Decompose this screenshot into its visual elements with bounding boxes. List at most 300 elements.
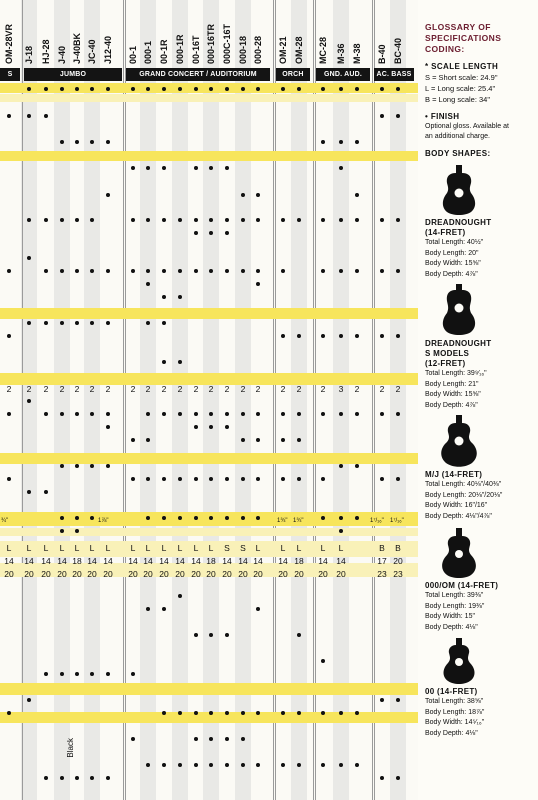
scale-row-cell: L [338, 543, 344, 553]
column-stripe [172, 0, 188, 800]
column-divider [275, 0, 276, 800]
neck-width-cell: ¾" [1, 518, 9, 524]
body-shapes-heading: BODY SHAPES: [425, 149, 491, 158]
spec-dot [162, 321, 166, 325]
spec-dot [209, 763, 213, 767]
scale-row-cell: L [193, 543, 199, 553]
spec-dot [355, 464, 359, 468]
spec-dot [146, 412, 150, 416]
body-row-cell: 20 [41, 569, 51, 579]
column-header: 000-28 [253, 35, 263, 64]
spec-dot [297, 711, 301, 715]
spec-dot [194, 166, 198, 170]
spec-dot [106, 87, 110, 91]
spec-dot [90, 516, 94, 520]
spec-dot [396, 776, 400, 780]
group-header-ac-bass: AC. BASS [374, 68, 414, 81]
spec-dot [60, 218, 64, 222]
row-band [0, 151, 418, 161]
spec-dot [75, 412, 79, 416]
mj-silhouette-icon [437, 415, 481, 467]
column-divider [125, 0, 126, 800]
spec-dot [281, 87, 285, 91]
00-silhouette-icon [439, 638, 479, 684]
column-header: OM-28 [294, 36, 304, 64]
spec-dot [27, 256, 31, 260]
body-row-cell: 20 [128, 569, 138, 579]
spec-dot [194, 477, 198, 481]
body-row-cell: 20 [4, 569, 14, 579]
spec-dot [44, 490, 48, 494]
scale-row-cell: L [105, 543, 111, 553]
column-stripe [291, 0, 307, 800]
body-row-cell: 20 [278, 569, 288, 579]
frets-row-cell: 14 [191, 556, 201, 566]
spec-dot [194, 218, 198, 222]
column-header: OM-28VR [4, 23, 14, 64]
spec-dot [380, 87, 384, 91]
spec-dot [339, 529, 343, 533]
frets-row-cell: 14 [24, 556, 34, 566]
neck-width-cell: 1⁷/₁₆" [390, 518, 404, 524]
spec-dot [90, 140, 94, 144]
spec-dot [27, 218, 31, 222]
spec-dot [339, 763, 343, 767]
scale-row-cell: L [59, 543, 65, 553]
spec-dot [131, 269, 135, 273]
frets-row-cell: 14 [159, 556, 169, 566]
spec-dot [7, 477, 11, 481]
column-header: J-40BK [72, 32, 82, 64]
column-header: 000-1 [143, 40, 153, 64]
spec-dot [90, 776, 94, 780]
spec-dot [321, 516, 325, 520]
spec-dot [241, 193, 245, 197]
column-header: MC-28 [318, 36, 328, 64]
scale-row-cell: L [6, 543, 12, 553]
spec-dot [209, 737, 213, 741]
neck-width-cell: 1⁷/₁₆" [370, 518, 384, 524]
spec-dot [339, 412, 343, 416]
body-row-cell: 20 [143, 569, 153, 579]
spec-dot [162, 360, 166, 364]
spec-dot [380, 334, 384, 338]
spec-dot [380, 698, 384, 702]
spec-dot [60, 776, 64, 780]
body-row-cell: 20 [318, 569, 328, 579]
column-stripe [84, 0, 100, 800]
spec-dot [44, 114, 48, 118]
group-header-grand-concert: GRAND CONCERT / AUDITORIUM [126, 68, 270, 81]
spec-dot [178, 269, 182, 273]
strings-row-cell: 2 [59, 384, 65, 394]
spec-dot [297, 412, 301, 416]
spec-dot [162, 763, 166, 767]
spec-dot [209, 166, 213, 170]
spec-dot [7, 334, 11, 338]
spec-dot [209, 477, 213, 481]
spec-dot [297, 334, 301, 338]
spec-dot [7, 269, 11, 273]
spec-dot [106, 672, 110, 676]
spec-dot [7, 711, 11, 715]
spec-dot [225, 425, 229, 429]
spec-dot [90, 412, 94, 416]
spec-dot [44, 672, 48, 676]
body-row-cell: 20 [24, 569, 34, 579]
column-header: 000C-16T [222, 23, 232, 64]
spec-dot [178, 763, 182, 767]
spec-dot [75, 269, 79, 273]
spec-dot [146, 269, 150, 273]
spec-dot [225, 633, 229, 637]
spec-dot [281, 438, 285, 442]
group-header-jumbo: JUMBO [24, 68, 122, 81]
spec-dot [355, 763, 359, 767]
strings-row-cell: 2 [26, 384, 32, 394]
spec-dot [209, 516, 213, 520]
spec-dot [396, 87, 400, 91]
spec-dot [256, 282, 260, 286]
column-divider [273, 0, 274, 800]
spec-dot [162, 477, 166, 481]
strings-row-cell: 2 [177, 384, 183, 394]
shape-000-om: 000/OM (14-FRET) Total Length: 39⅜" Body Length: 19⅜" Body Width: 15" Body Depth: 4⅛" [425, 528, 535, 633]
strings-row-cell: 3 [338, 384, 344, 394]
spec-dot [396, 698, 400, 702]
spec-dot [321, 87, 325, 91]
spec-dot [380, 776, 384, 780]
spec-dot [355, 334, 359, 338]
frets-row-cell: 14 [238, 556, 248, 566]
spec-dot [396, 114, 400, 118]
spec-dot [209, 425, 213, 429]
spec-dot [194, 231, 198, 235]
spec-dot [241, 516, 245, 520]
spec-dot [131, 737, 135, 741]
spec-dot [194, 763, 198, 767]
spec-dot [60, 140, 64, 144]
spec-dot [339, 334, 343, 338]
spec-dot [131, 438, 135, 442]
spec-dot [209, 633, 213, 637]
spec-dot [27, 87, 31, 91]
shape-dreadnought-s: DREADNOUGHT S MODELS (12-FRET) Total Length: 39⁹⁄₁₆" Body Length: 21" Body Width: 15⅝" Body Depth: 4⅞" [425, 284, 535, 411]
spec-dot [146, 87, 150, 91]
scale-row-cell: L [89, 543, 95, 553]
spec-dot [380, 412, 384, 416]
spec-dot [225, 231, 229, 235]
column-divider [123, 0, 124, 800]
column-stripe [54, 0, 70, 800]
body-row-cell: 23 [377, 569, 387, 579]
group-header-gnd-aud: GND. AUD. [316, 68, 370, 81]
spec-dot [321, 711, 325, 715]
spec-dot [131, 166, 135, 170]
body-row-cell: 20 [336, 569, 346, 579]
scale-row-cell: L [130, 543, 136, 553]
spec-dot [321, 412, 325, 416]
spec-dot [27, 490, 31, 494]
frets-row-cell: 14 [336, 556, 346, 566]
spec-dot [27, 114, 31, 118]
spec-dot [241, 438, 245, 442]
spec-dot [194, 412, 198, 416]
row-band [0, 683, 418, 695]
spec-dot [162, 166, 166, 170]
body-row-cell: 20 [294, 569, 304, 579]
spec-dot [396, 334, 400, 338]
frets-row-cell: 18 [206, 556, 216, 566]
spec-dot [256, 87, 260, 91]
frets-row-cell: 14 [222, 556, 232, 566]
spec-dot [194, 516, 198, 520]
spec-dot [380, 114, 384, 118]
spec-dot [321, 763, 325, 767]
strings-row-cell: 2 [280, 384, 286, 394]
spec-dot [178, 360, 182, 364]
body-row-cell: 20 [57, 569, 67, 579]
spec-dot [241, 87, 245, 91]
spec-dot [162, 412, 166, 416]
row-band [0, 308, 418, 319]
glossary-title: GLOSSARY OF SPECIFICATIONS CODING: [425, 22, 502, 54]
spec-dot [355, 193, 359, 197]
spec-dot [396, 218, 400, 222]
scale-row-cell: L [320, 543, 326, 553]
spec-dot [131, 672, 135, 676]
strings-row-cell: 2 [354, 384, 360, 394]
spec-dot [281, 412, 285, 416]
spec-dot [355, 711, 359, 715]
spec-dot [75, 321, 79, 325]
body-row-cell: 20 [103, 569, 113, 579]
spec-dot [256, 711, 260, 715]
shape-dreadnought: DREADNOUGHT (14-FRET) Total Length: 40½" Body Length: 20" Body Width: 15⅝" Body Depth: 4⅞" [425, 165, 535, 280]
spec-dot [178, 218, 182, 222]
neck-width-cell: 1¾" [277, 518, 288, 524]
spec-dot [225, 218, 229, 222]
spec-dot [146, 282, 150, 286]
group-header-orch: ORCH [276, 68, 310, 81]
scale-row-cell: L [255, 543, 261, 553]
column-header: OM-21 [278, 36, 288, 64]
body-row-cell: 20 [206, 569, 216, 579]
spec-dot [146, 477, 150, 481]
body-row-cell: 20 [238, 569, 248, 579]
spec-dot [241, 763, 245, 767]
spec-dot [75, 140, 79, 144]
spec-dot [355, 87, 359, 91]
spec-dot [178, 594, 182, 598]
body-row-cell: 23 [393, 569, 403, 579]
spec-dot [106, 269, 110, 273]
spec-dot [321, 659, 325, 663]
spec-dot [162, 607, 166, 611]
spec-dot [256, 607, 260, 611]
spec-dot [256, 412, 260, 416]
spec-dot [131, 477, 135, 481]
spec-dot [281, 334, 285, 338]
spec-dot [106, 464, 110, 468]
spec-dot [256, 516, 260, 520]
frets-row-cell: 18 [72, 556, 82, 566]
spec-dot [60, 672, 64, 676]
spec-dot [44, 412, 48, 416]
column-header: M-36 [336, 43, 346, 64]
spec-dot [75, 218, 79, 222]
spec-dot [281, 763, 285, 767]
frets-row-cell: 14 [103, 556, 113, 566]
spec-dot [178, 711, 182, 715]
strings-row-cell: 2 [43, 384, 49, 394]
spec-dot [75, 87, 79, 91]
finish-note: an additional charge. [425, 133, 490, 140]
shape-mj: M/J (14-FRET) Total Length: 40⅛"/40⅜" Body Length: 20⅛"/20⅛" Body Width: 16"/16" Body Depth: 4⅛"/4⅞" [425, 415, 535, 522]
body-row-cell: 20 [159, 569, 169, 579]
spec-dot [225, 269, 229, 273]
spec-dot [90, 464, 94, 468]
dreadnought-s-silhouette-icon [439, 284, 479, 336]
spec-dot [281, 218, 285, 222]
column-header: J-40 [57, 45, 67, 64]
spec-dot [297, 763, 301, 767]
spec-dot [321, 334, 325, 338]
spec-dot [339, 464, 343, 468]
spec-dot [194, 425, 198, 429]
scale-row-cell: L [145, 543, 151, 553]
strings-row-cell: 2 [379, 384, 385, 394]
column-header: B-40 [377, 44, 387, 64]
column-divider [374, 0, 375, 800]
spec-dot [44, 321, 48, 325]
spec-dot [209, 711, 213, 715]
spec-dot [90, 672, 94, 676]
spec-dot [256, 218, 260, 222]
scale-row-cell: L [74, 543, 80, 553]
column-divider [313, 0, 314, 800]
strings-row-cell: 2 [240, 384, 246, 394]
neck-width-cell: 1¾" [293, 518, 304, 524]
spec-dot [60, 412, 64, 416]
strings-row-cell: 2 [296, 384, 302, 394]
scale-row-cell: S [224, 543, 230, 553]
spec-dot [396, 412, 400, 416]
strings-row-cell: 2 [255, 384, 261, 394]
spec-dot [75, 516, 79, 520]
000-om-silhouette-icon [439, 528, 479, 578]
spec-dot [90, 321, 94, 325]
column-divider [372, 0, 373, 800]
column-header: J-18 [24, 45, 34, 64]
spec-dot [321, 218, 325, 222]
spec-dot [241, 269, 245, 273]
spec-dot [225, 412, 229, 416]
spec-dot [396, 477, 400, 481]
spec-dot [106, 140, 110, 144]
column-header: 000-16TR [206, 23, 216, 64]
column-header: 000-1R [175, 34, 185, 64]
strings-row-cell: 2 [89, 384, 95, 394]
spec-dot [339, 218, 343, 222]
spec-dot [339, 711, 343, 715]
spec-dot [75, 529, 79, 533]
frets-row-cell: 14 [143, 556, 153, 566]
spec-dot [241, 477, 245, 481]
color-note-black: Black [66, 738, 75, 758]
spec-dot [194, 737, 198, 741]
finish-heading: • FINISH [425, 112, 460, 121]
spec-dot [146, 763, 150, 767]
strings-row-cell: 2 [320, 384, 326, 394]
spec-dot [7, 114, 11, 118]
scale-length-heading: * SCALE LENGTH [425, 62, 499, 71]
spec-dot [256, 477, 260, 481]
body-row-cell: 20 [72, 569, 82, 579]
spec-dot [60, 87, 64, 91]
strings-row-cell: 2 [161, 384, 167, 394]
spec-dot [209, 87, 213, 91]
spec-dot [209, 231, 213, 235]
spec-dot [355, 516, 359, 520]
spec-dot [225, 711, 229, 715]
spec-dot [27, 698, 31, 702]
spec-dot [106, 321, 110, 325]
spec-dot [162, 516, 166, 520]
spec-dot [355, 412, 359, 416]
scale-row-cell: L [177, 543, 183, 553]
spec-dot [339, 140, 343, 144]
column-header: 00-1 [128, 45, 138, 64]
column-header: BC-40 [393, 37, 403, 64]
strings-row-cell: 2 [105, 384, 111, 394]
spec-dot [355, 140, 359, 144]
frets-row-cell: 14 [253, 556, 263, 566]
spec-dot [396, 269, 400, 273]
spec-dot [339, 516, 343, 520]
column-stripe [390, 0, 406, 800]
spec-dot [339, 87, 343, 91]
spec-dot [297, 477, 301, 481]
spec-dot [241, 412, 245, 416]
spec-dot [256, 193, 260, 197]
spec-dot [321, 477, 325, 481]
spec-dot [256, 438, 260, 442]
body-row-cell: 20 [175, 569, 185, 579]
frets-row-cell: 20 [393, 556, 403, 566]
glossary-panel [425, 22, 535, 739]
spec-dot [106, 193, 110, 197]
scale-row-cell: L [208, 543, 214, 553]
frets-row-cell: 18 [294, 556, 304, 566]
spec-dot [297, 633, 301, 637]
strings-row-cell: 2 [224, 384, 230, 394]
spec-dot [146, 438, 150, 442]
spec-dot [60, 269, 64, 273]
column-divider [315, 0, 316, 800]
spec-dot [44, 87, 48, 91]
spec-dot [146, 218, 150, 222]
spec-dot [106, 412, 110, 416]
spec-dot [146, 516, 150, 520]
frets-row-cell: 14 [4, 556, 14, 566]
spec-dot [209, 218, 213, 222]
column-stripe [235, 0, 251, 800]
spec-dot [241, 737, 245, 741]
spec-dot [90, 218, 94, 222]
spec-dot [7, 412, 11, 416]
spec-dot [75, 776, 79, 780]
